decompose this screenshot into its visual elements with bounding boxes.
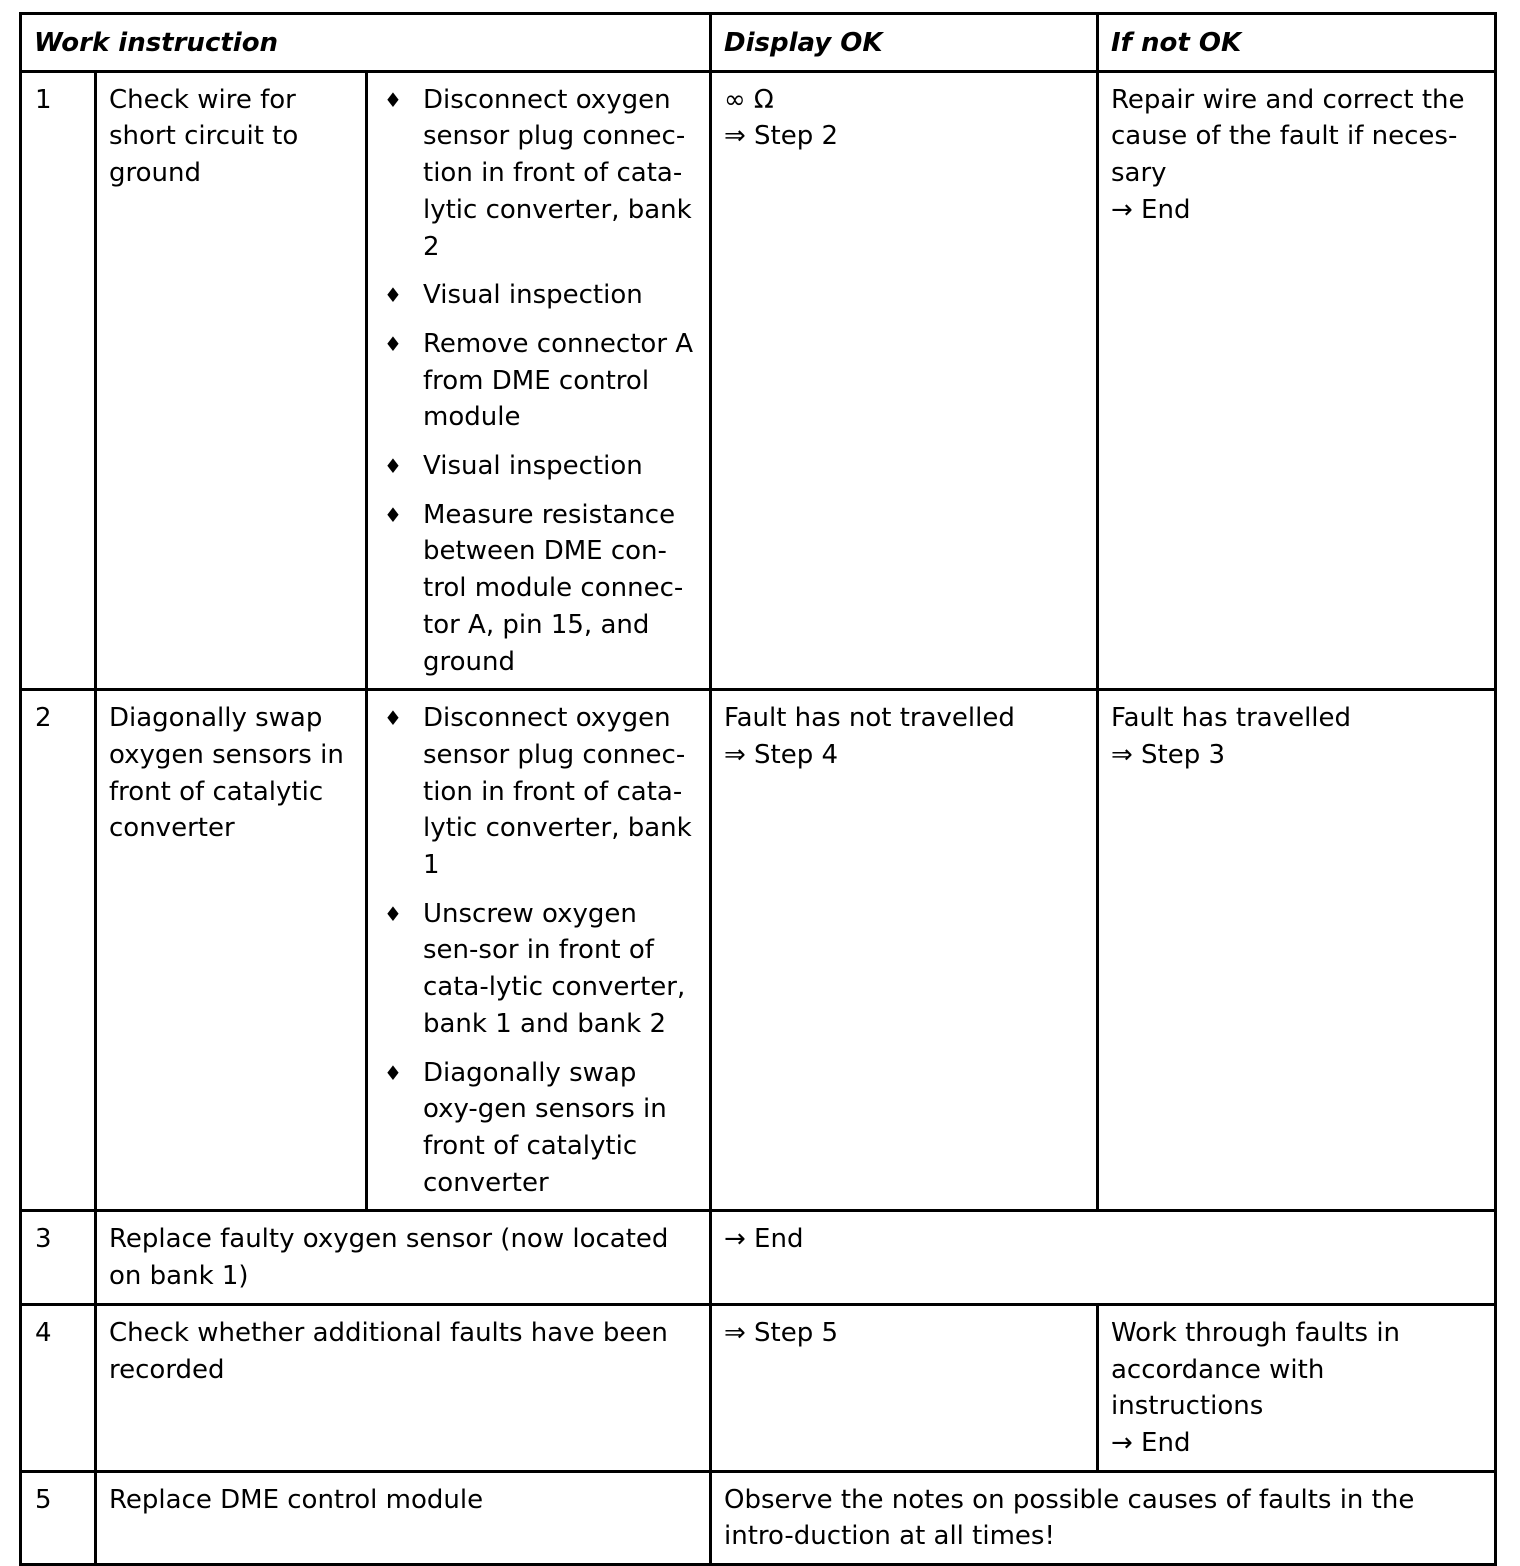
step-action: Replace faulty oxygen sensor (now located on bank 1) [96,1211,711,1304]
ok-value: ∞ Ω [724,84,774,115]
if-not-ok-cell [1098,71,1496,690]
step-number: 1 [21,71,96,690]
display-ok-cell [711,71,1098,690]
list-item [380,448,697,485]
substep-text: Measure resistance between DME con-trol module connec-tor A, pin 15, and ground [423,499,684,677]
substep-text: Unscrew oxygen sen-sor in front of cata-lytic converter, bank 1 and bank 2 [423,898,686,1039]
list-item [380,277,697,314]
step-substeps [367,71,711,690]
list-item [380,1055,697,1202]
not-ok-next-step: → End [1111,1427,1191,1458]
step-number: 3 [21,1211,96,1304]
table-row [21,1471,1496,1564]
not-ok-instruction: Fault has travelled [1111,703,1352,734]
list-item [380,700,697,884]
work-instruction-table [19,12,1497,1566]
header-row [21,14,1496,72]
step-action: Check wire for short circuit to ground [96,71,367,690]
step-number: 2 [21,690,96,1211]
if-not-ok-cell [1098,1304,1496,1471]
table-row [21,71,1496,690]
ok-next-step: ⇒ Step 2 [724,121,839,152]
list-item [380,896,697,1043]
step-substeps [367,690,711,1211]
diamond-bullet-icon: ♦ [384,87,402,112]
step-action: Check whether additional faults have been recorded [96,1304,711,1471]
diamond-bullet-icon: ♦ [384,706,402,731]
table-row [21,1211,1496,1304]
work-instruction-header: Work instruction [21,14,711,72]
if-not-ok-header: If not OK [1098,14,1496,72]
list-item [380,326,697,436]
result-cell: → End [711,1211,1496,1304]
substep-text: Disconnect oxygen sensor plug connec-tion in front of cata-lytic converter, bank 1 [423,703,692,881]
not-ok-instruction: Work through faults in accordance with instructions [1111,1317,1401,1422]
diamond-bullet-icon: ♦ [384,283,402,308]
ok-value: Fault has not travelled [724,703,1015,734]
diamond-bullet-icon: ♦ [384,901,402,926]
step-action: Diagonally swap oxygen sensors in front of catalytic converter [96,690,367,1211]
result-cell: Observe the notes on possible causes of faults in the intro-duction at all times! [711,1471,1496,1564]
table-row [21,1304,1496,1471]
not-ok-next-step: ⇒ Step 3 [1111,739,1226,770]
if-not-ok-cell [1098,690,1496,1211]
ok-next-step: ⇒ Step 4 [724,739,839,770]
diamond-bullet-icon: ♦ [384,331,402,356]
display-ok-cell [711,690,1098,1211]
substep-text: Disconnect oxygen sensor plug connec-tion in front of cata-lytic converter, bank 2 [423,84,692,262]
diamond-bullet-icon: ♦ [384,502,402,527]
substep-text: Diagonally swap oxy-gen sensors in front of catalytic converter [423,1057,667,1198]
diamond-bullet-icon: ♦ [384,454,402,479]
list-item [380,82,697,266]
table-row [21,690,1496,1211]
not-ok-next-step: → End [1111,194,1191,225]
substep-text: Visual inspection [423,451,643,482]
display-ok-cell: ⇒ Step 5 [711,1304,1098,1471]
list-item [380,497,697,681]
step-number: 5 [21,1471,96,1564]
substep-text: Remove connector A from DME control module [423,328,694,433]
diamond-bullet-icon: ♦ [384,1060,402,1085]
step-number: 4 [21,1304,96,1471]
not-ok-instruction: Repair wire and correct the cause of the fault if neces-sary [1111,84,1465,189]
display-ok-header: Display OK [711,14,1098,72]
substep-text: Visual inspection [423,280,643,311]
step-action: Replace DME control module [96,1471,711,1564]
